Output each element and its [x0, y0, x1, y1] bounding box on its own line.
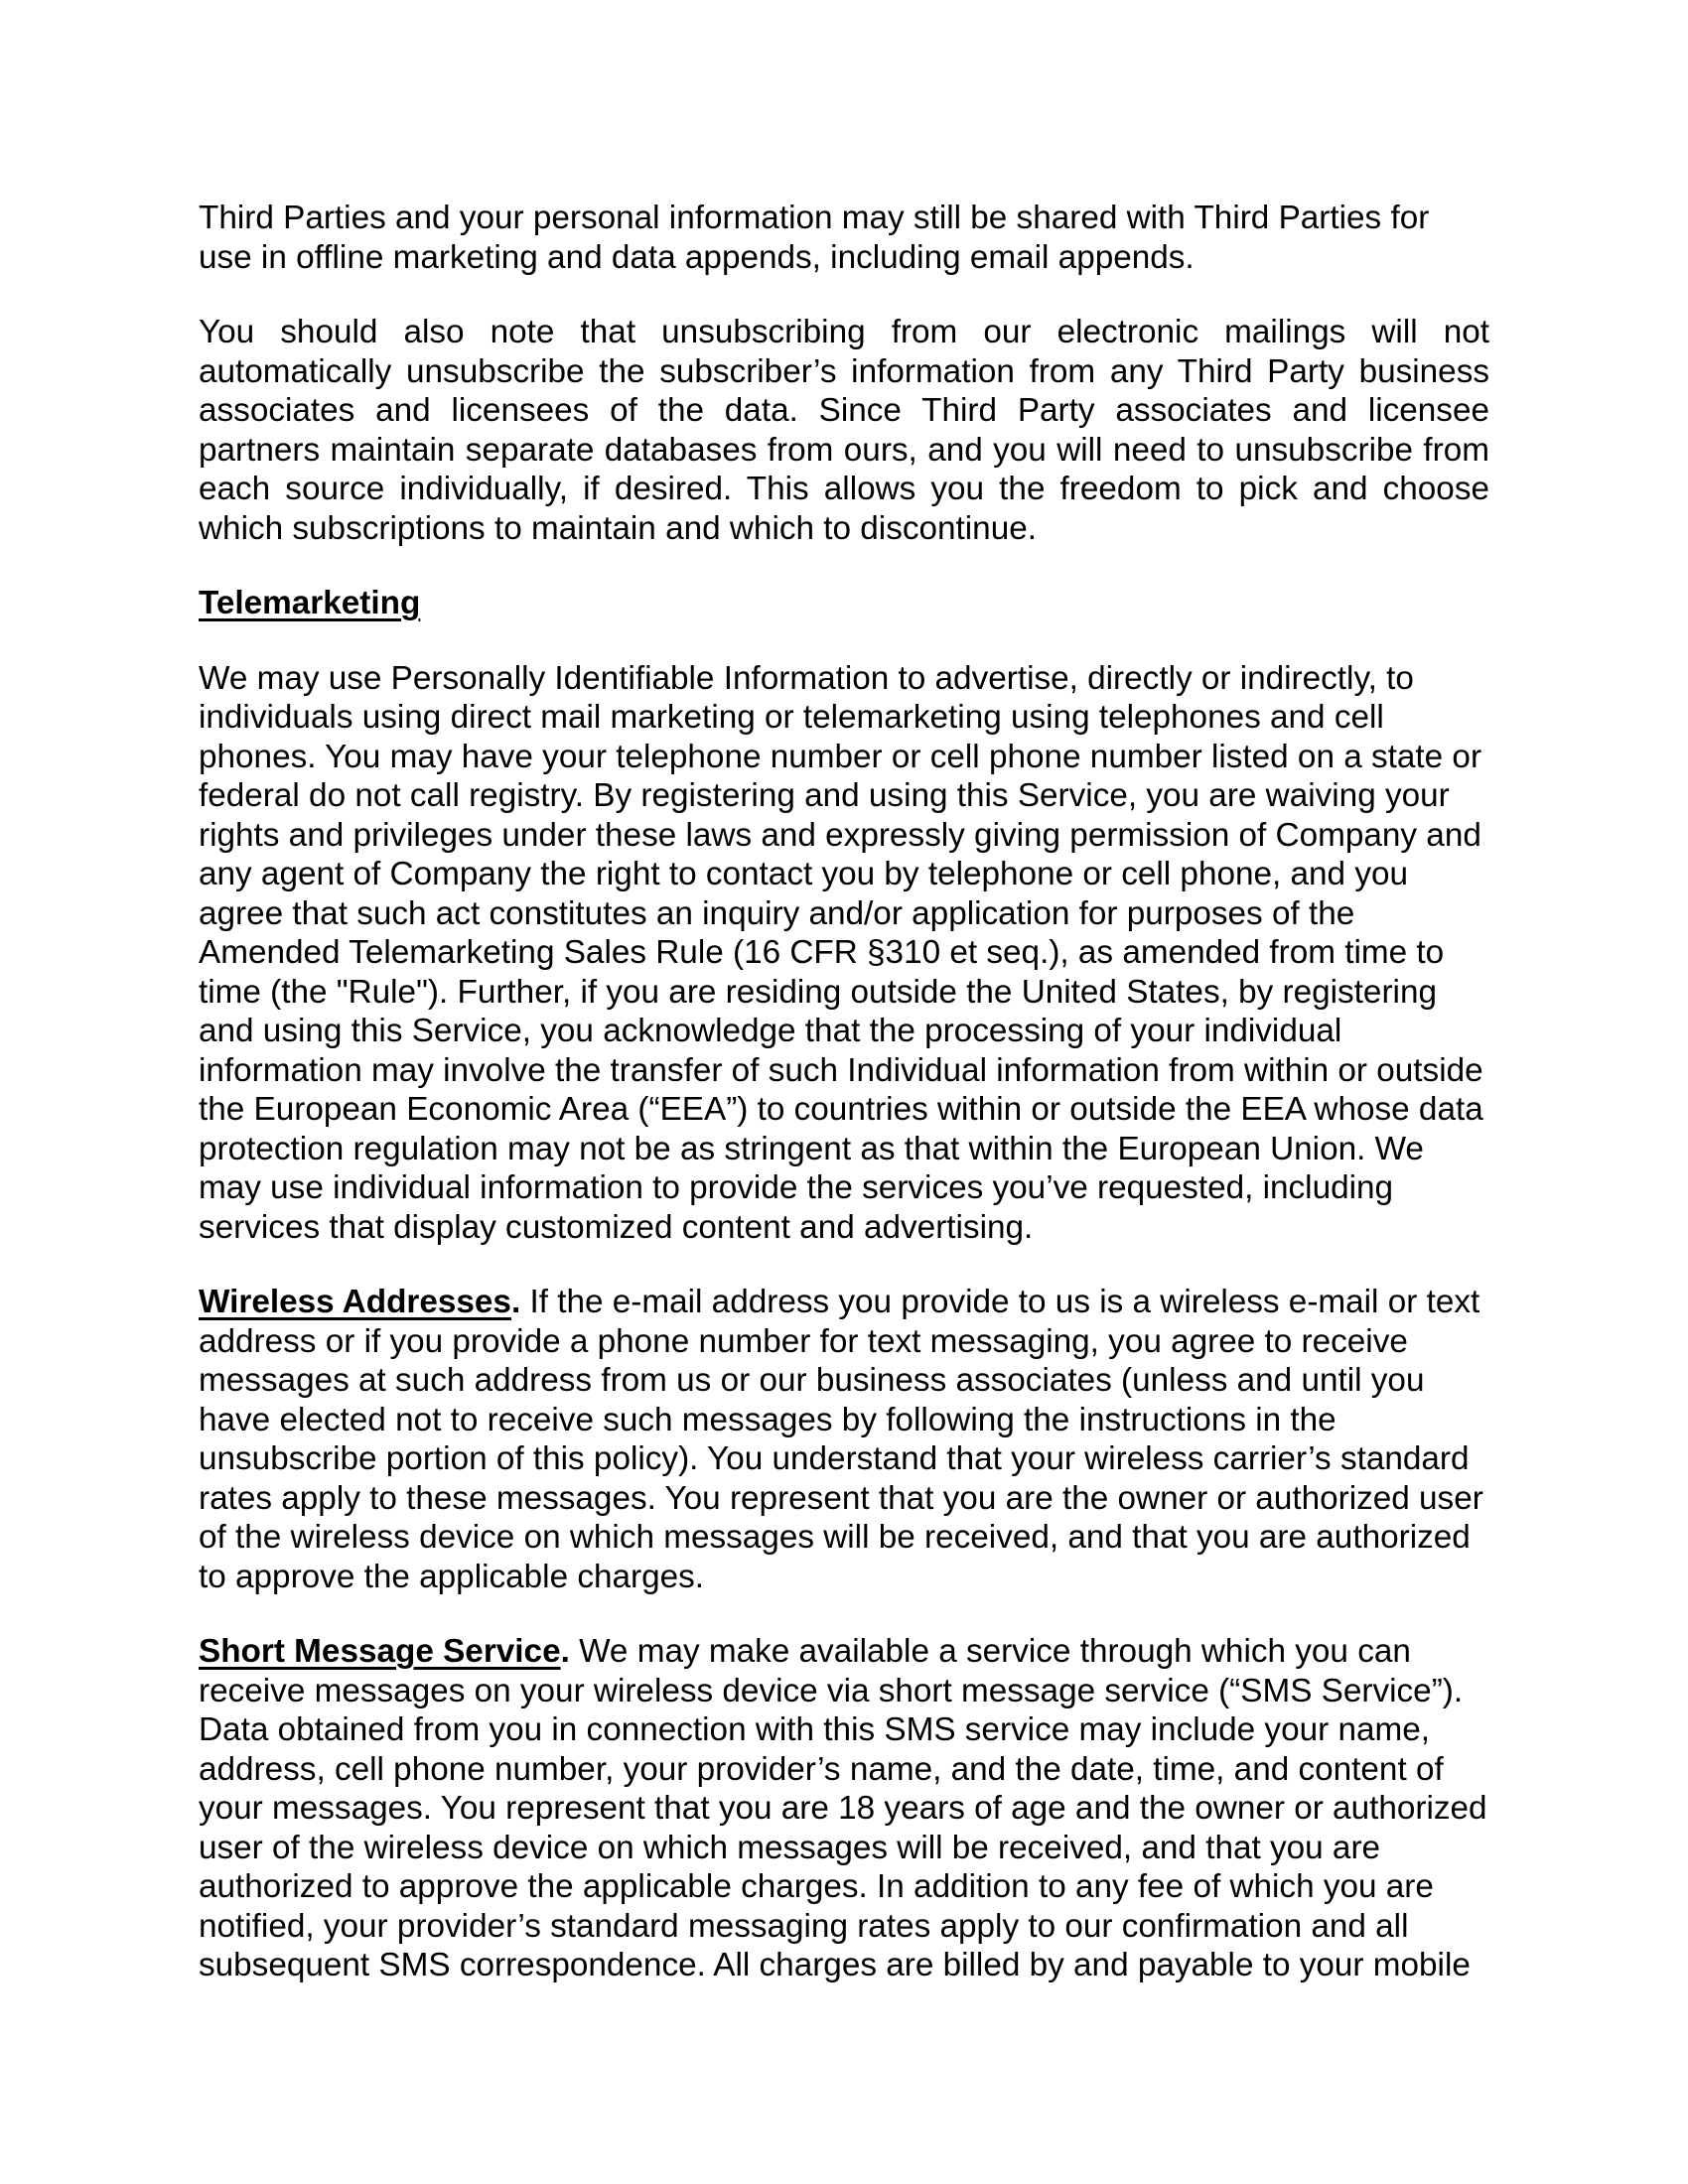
paragraph-third-parties-offline-marketing: Third Parties and your personal information may still be shared with Third Parties for use in offline marketing and data appends, including email appends. [199, 200, 1430, 276]
wireless-addresses-body: If the e-mail address you provide to us is a wireless e-mail or text address or if you provide a phone number for text messaging, you agree to receive messages at such address from us or our business associates (unless and until you have elected not to receive such messages by following the instructions in the unsubscribe portion of this policy). You understand that your wireless carrier’s standard rates apply to these messages. You represent that you are the owner or authorized user of the wireless device on which messages will be received, and that you are authorized to approve the applicable charges. [199, 1284, 1483, 1595]
paragraph-telemarketing-body: We may use Personally Identifiable Information to advertise, directly or indirectly, to individuals using direct mail marketing or telemarketing using telephones and cell phones. You may have your telephone number or cell phone number listed on a state or federal do not call registry. By registering and using this Service, you are waiving your rights and privileges under these laws and expressly giving permission of Company and any agent of Company the right to contact you by telephone or cell phone, and you agree that such act constitutes an inquiry and/or application for purposes of the Amended Telemarketing Sales Rule (16 CFR §310 et seq.), as amended from time to time (the "Rule"). Further, if you are residing outside the United States, by registering and using this Service, you acknowledge that the processing of your individual information may involve the transfer of such Individual information from within or outside the European Economic Area (“EEA”) to countries within or outside the EEA whose data protection regulation may not be as stringent as that within the European Union. We may use individual information to provide the services you’ve requested, including services that display customized content and advertising. [199, 659, 1483, 1246]
wireless-addresses-lead: Wireless Addresses. [199, 1284, 530, 1320]
paragraph-unsubscribing-note: You should also note that unsubscribing from our electronic mailings will not automatically unsubscribe the subscriber’s information from any Third Party business associates and licensees of the data. Since Third Party associates and licensee partners maintain separate databases from ours, and you will need to unsubscribe from each source individually, if desired. This allows you the freedom to pick and choose which subscriptions to maintain and which to discontinue. [199, 314, 1489, 547]
short-message-service-body: We may make available a service through which you can receive messages on your wireless device via short message service (“SMS Service”). Data obtained from you in connection with this SMS service may include your name, address, cell phone number, your provider’s name, and the date, time, and content of your messages. You represent that you are 18 years of age and the owner or authorized user of the wireless device on which messages will be received, and that you are authorized to approve the applicable charges. In addition to any fee of which you are notified, your provider’s standard messaging rates apply to our confirmation and all subsequent SMS correspondence. All charges are billed by and payable to your mobile [199, 1633, 1487, 1983]
paragraph-wireless-addresses [199, 1283, 1489, 1596]
section-heading-telemarketing [199, 584, 1489, 623]
section-heading-telemarketing-label: Telemarketing [199, 585, 421, 621]
paragraph-short-message-service [199, 1632, 1489, 1985]
short-message-service-lead: Short Message Service. [199, 1633, 580, 1670]
